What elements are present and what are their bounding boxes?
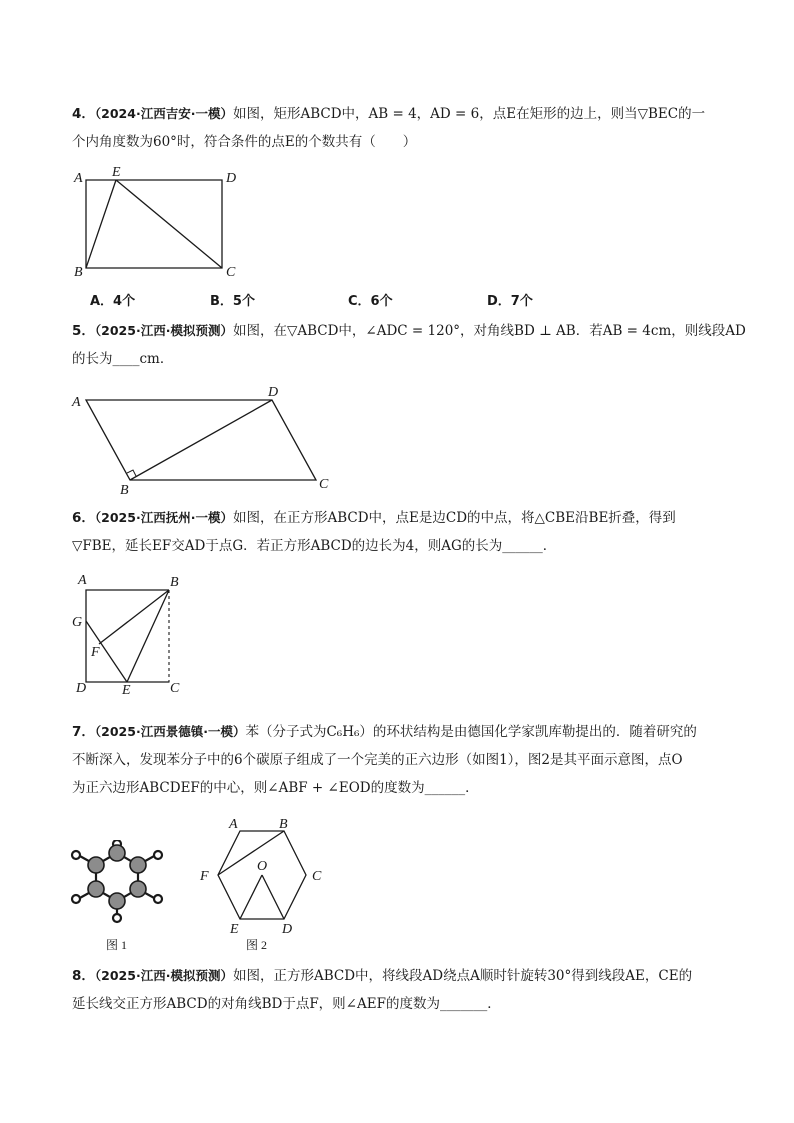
question-text: 的长为____cm． xyxy=(72,351,174,367)
figure-caption: 图 2 xyxy=(246,938,268,952)
segment-oe xyxy=(240,875,262,919)
label-b: B xyxy=(170,575,179,590)
figure-hexagon xyxy=(192,814,342,934)
option-b[interactable]: B．5个 xyxy=(210,294,255,309)
label-c: C xyxy=(319,477,329,492)
label-o: O xyxy=(257,859,268,874)
segment-be xyxy=(127,590,169,682)
label-a: A xyxy=(74,171,83,186)
question-6 xyxy=(72,504,722,560)
carbon-atom xyxy=(130,881,146,897)
label-a: A xyxy=(78,573,87,588)
segment-bf xyxy=(99,590,169,644)
label-f: F xyxy=(200,869,209,884)
segment-ec xyxy=(116,180,222,268)
label-b: B xyxy=(74,265,83,280)
label-a: A xyxy=(229,817,238,832)
question-number: 5． xyxy=(72,323,95,339)
segment-eb xyxy=(86,180,116,268)
carbon-atom xyxy=(109,893,125,909)
figure-benzene-molecule xyxy=(66,840,176,940)
question-source: （2025·江西景德镇·一模） xyxy=(94,724,246,739)
question-number: 6． xyxy=(72,510,95,526)
question-text: 苯（分子式为C₆H₆）的环状结构是由德国化学家凯库勒提出的．随着研究的 xyxy=(245,724,697,740)
question-source: （2024·江西吉安·一模） xyxy=(94,106,233,121)
option-d[interactable]: D．7个 xyxy=(487,294,533,309)
figure-q6-square xyxy=(66,570,196,700)
question-7 xyxy=(72,718,722,802)
segment-od xyxy=(262,875,284,919)
question-text: 如图，在正方形ABCD中，点E是边CD的中点，将△CBE沿BE折叠，得到 xyxy=(232,510,676,526)
carbon-atom xyxy=(88,857,104,873)
question-text: 延长线交正方形ABCD的对角线BD于点F，则∠AEF的度数为_______． xyxy=(72,996,501,1012)
carbon-atom xyxy=(109,845,125,861)
carbon-atom xyxy=(88,881,104,897)
option-a[interactable]: A．4个 xyxy=(90,294,136,309)
label-d: D xyxy=(226,171,237,186)
label-b: B xyxy=(120,483,129,497)
figure-q4-rectangle xyxy=(60,160,260,285)
question-number: 4． xyxy=(72,106,95,122)
diagonal-bd xyxy=(130,400,272,480)
label-e: E xyxy=(122,683,131,698)
hydrogen-atom xyxy=(154,895,162,903)
question-text: 如图，正方形ABCD中，将线段AD绕点A顺时针旋转30°得到线段AE，CE的 xyxy=(232,968,693,984)
label-e: E xyxy=(112,165,121,180)
question-text: 不断深入，发现苯分子中的6个碳原子组成了一个完美的正六边形（如图1），图2是其平面示意图，点O xyxy=(72,752,683,768)
label-c: C xyxy=(312,869,322,884)
figure-q5-parallelogram xyxy=(66,382,346,497)
label-c: C xyxy=(226,265,236,280)
square-abcd xyxy=(86,590,169,682)
hydrogen-atom xyxy=(154,851,162,859)
label-g: G xyxy=(72,615,83,630)
hydrogen-atom xyxy=(72,895,80,903)
label-c: C xyxy=(170,681,180,696)
question-source: （2025·江西·模拟预测） xyxy=(94,968,233,983)
hydrogen-atom xyxy=(72,851,80,859)
segment-fb xyxy=(218,831,284,875)
label-e: E xyxy=(230,922,239,934)
question-source: （2025·江西·模拟预测） xyxy=(94,323,233,338)
label-d: D xyxy=(268,385,279,400)
question-5 xyxy=(72,317,746,373)
question-text: 个内角度数为60°时，符合条件的点E的个数共有（ ） xyxy=(72,134,417,150)
label-f: F xyxy=(91,645,100,660)
question-text: ▽FBE，延长EF交AD于点G．若正方形ABCD的边长为4，则AG的长为______． xyxy=(72,538,557,554)
label-a: A xyxy=(72,395,81,410)
right-angle-mark xyxy=(127,470,136,476)
question-8 xyxy=(72,962,722,1018)
figure-caption: 图 1 xyxy=(106,938,128,952)
question-text: 如图，在▽ABCD中，∠ADC = 120°，对角线BD ⊥ AB．若AB = 4cm，则线段AD xyxy=(232,323,746,339)
question-number: 7． xyxy=(72,724,95,740)
question-text: 为正六边形ABCDEF的中心，则∠ABF + ∠EOD的度数为______． xyxy=(72,780,479,796)
label-d: D xyxy=(282,922,293,934)
carbon-atom xyxy=(130,857,146,873)
rectangle-abcd xyxy=(86,180,222,268)
question-source: （2025·江西抚州·一模） xyxy=(94,510,233,525)
label-d: D xyxy=(76,681,87,696)
option-c[interactable]: C．6个 xyxy=(348,294,393,309)
question-4 xyxy=(72,100,722,156)
question-number: 8． xyxy=(72,968,95,984)
question-text: 如图，矩形ABCD中，AB = 4，AD = 6，点E在矩形的边上，则当▽BEC的一 xyxy=(232,106,706,122)
hydrogen-atom xyxy=(113,914,121,922)
label-b: B xyxy=(279,817,288,832)
